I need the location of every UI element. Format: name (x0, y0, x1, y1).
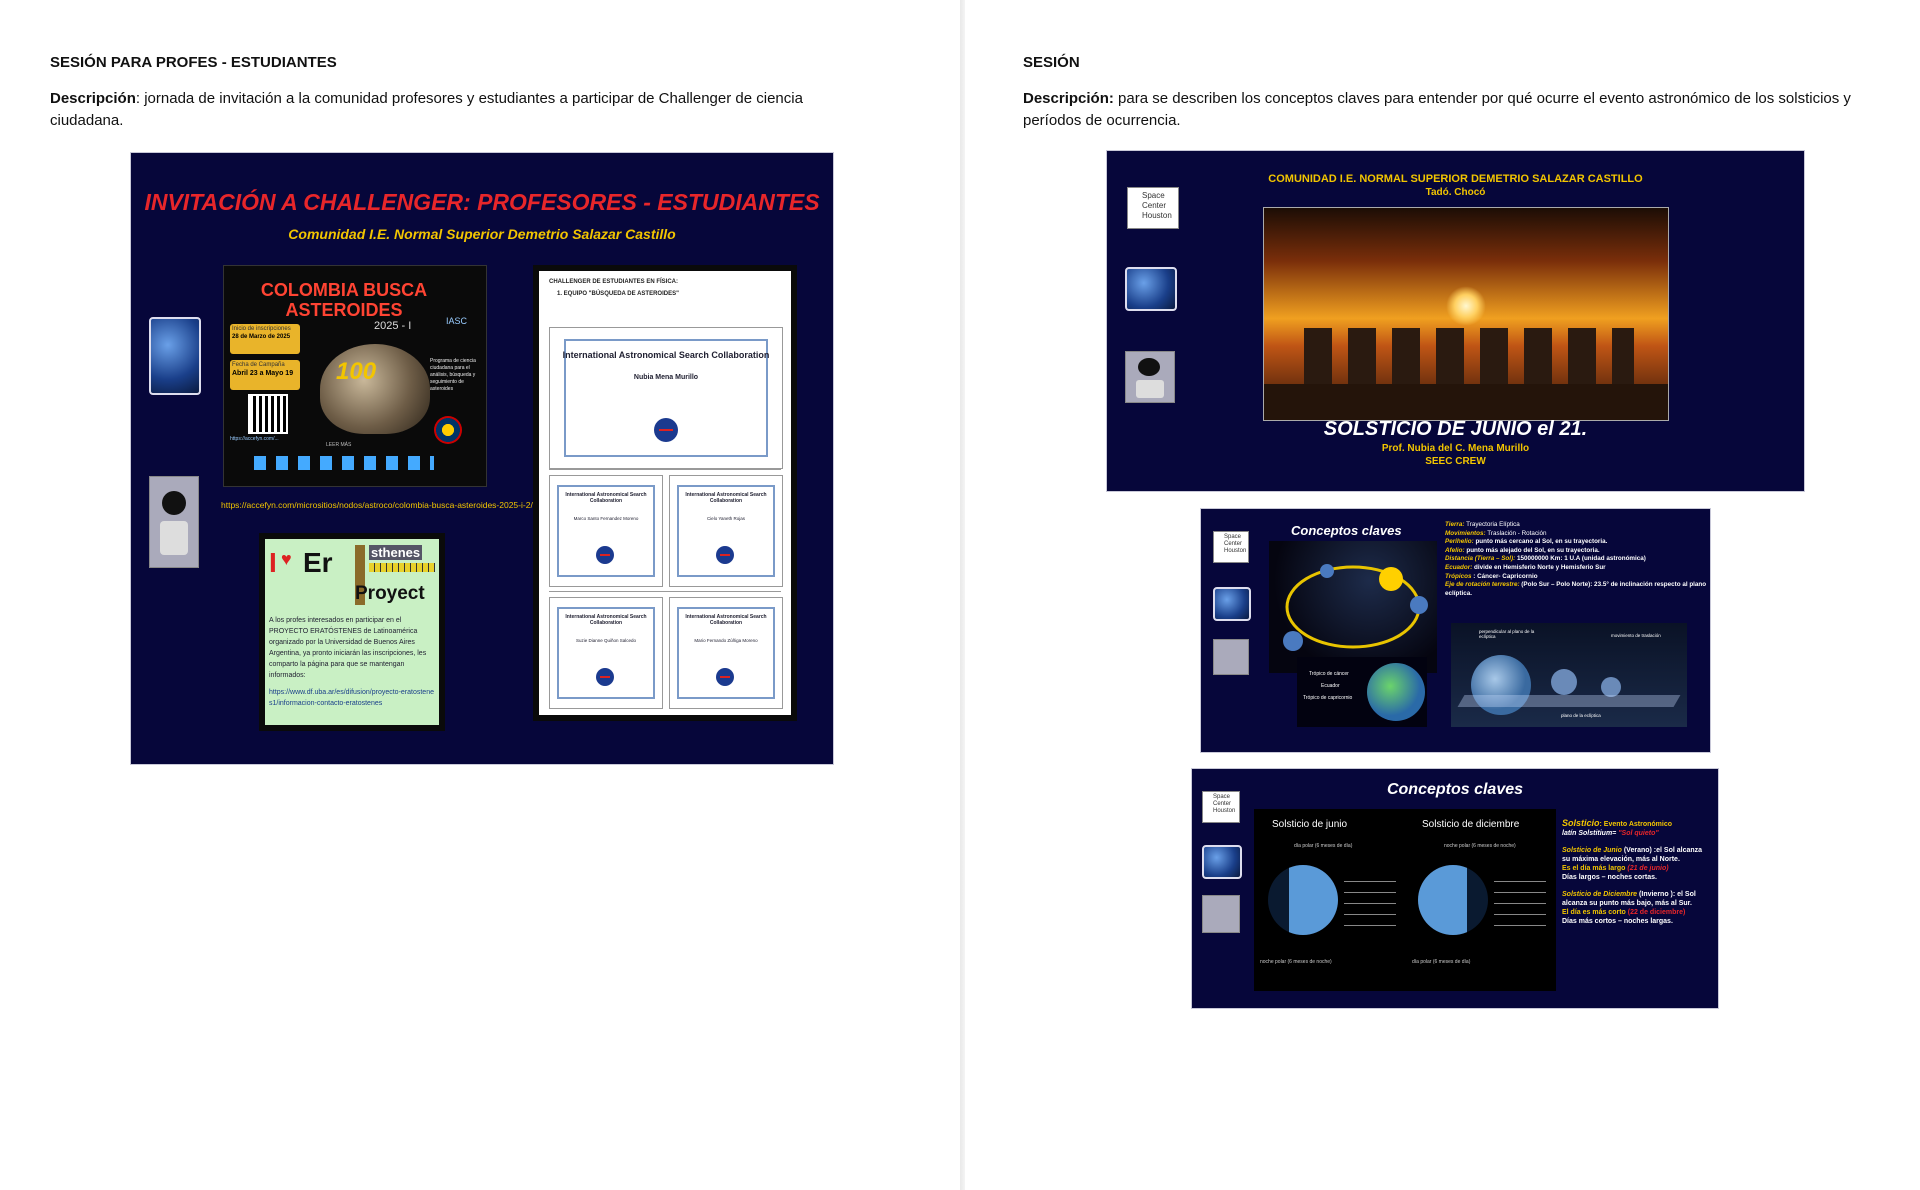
astronaut-logo (149, 476, 199, 568)
cert-4-name: Mario Fernando Zúñiga Moreno (694, 638, 758, 643)
slide-subtitle: Comunidad I.E. Normal Superior Demetrio Salazar Castillo (288, 226, 676, 242)
poster-footer: LEER MÁS (326, 442, 352, 448)
erat-er: Er (303, 547, 333, 578)
poster-note: Programa de ciencia ciudadana para el análisis, búsqueda y seguimiento de asteroides (430, 358, 476, 392)
solstice-def: Solsticio: Evento Astronómico (1562, 818, 1672, 828)
equator-label: Ecuador (1321, 683, 1340, 689)
left-desc-label: Descripción (50, 90, 136, 107)
concepts-title: Conceptos claves (1291, 523, 1402, 538)
december-short-note: El día es más corto (22 de diciembre) (1562, 909, 1686, 916)
solstice-diagram (1254, 809, 1556, 991)
june-top-label: día polar (6 meses de día) (1294, 843, 1353, 849)
axis-diagram (1451, 623, 1687, 727)
earth-icon (1410, 596, 1428, 614)
concept-line-2: Perihelio: punto más cercano al Sol, en su trayectoria. (1445, 538, 1608, 546)
orbit-diagram (1269, 541, 1437, 673)
astronaut-body-icon (1136, 380, 1164, 398)
right-heading: SESIÓN (1023, 54, 1080, 71)
poster-tag: IASC (446, 316, 468, 326)
concepts-slide-2 (1192, 769, 1718, 1008)
earth-icon (1551, 669, 1577, 695)
space-center-logo-text: Space Center Houston (1213, 794, 1236, 814)
concept-line-0: Tierra: Trayectoria Elíptica (1445, 521, 1520, 528)
challenger-url[interactable]: https://accefyn.com/micrositios/nodos/astroco/colombia-busca-asteroides-2025-i-2/ (221, 500, 533, 510)
ecliptic-plane (1458, 695, 1681, 707)
december-note: Solsticio de Diciembre (Invierno ): el Sol alcanza su punto más bajo, más al Sur. (1562, 891, 1696, 907)
author-name: Prof. Nubia del C. Mena Murillo (1381, 443, 1530, 454)
partner-logos (254, 456, 434, 470)
earth-globe-icon (1367, 663, 1425, 721)
left-desc-text: : jornada de invitación a la comunidad profesores y estudiantes a participar de Challenger de ciencia ciudadana. (50, 90, 803, 129)
doc-item: 1. EQUIPO "BÚSQUEDA DE ASTEROIDES" (557, 291, 679, 297)
june-latitude-lines (1344, 871, 1396, 935)
helmet-icon (162, 491, 186, 515)
sun-icon (1379, 567, 1403, 591)
nasa-logo-icon (596, 546, 614, 564)
earth-icon (1320, 564, 1334, 578)
tropic-capricorn-label: Trópico de capricornio (1303, 695, 1353, 701)
right-page (965, 0, 1920, 1190)
june-long-note: Es el día más largo (21 de junio) (1562, 865, 1669, 872)
june-note: Solsticio de Junio (Verano) :el Sol alcanza su máxima elevación, más al Norte. (1562, 847, 1703, 863)
december-earth-icon (1418, 865, 1488, 935)
poster-box-2 (230, 360, 300, 390)
globe-logo (1125, 267, 1177, 311)
globe-logo (1213, 587, 1251, 621)
left-heading: SESIÓN PARA PROFES - ESTUDIANTES (50, 54, 337, 71)
eratosthenes-card (259, 533, 445, 731)
december-top-label: noche polar (6 meses de noche) (1444, 843, 1516, 849)
poster-title-2: ASTEROIDES (285, 300, 403, 320)
crew-name: SEEC CREW (1425, 456, 1486, 467)
cert-3-title: International Astronomical Search Collaboration (565, 614, 647, 626)
december-bottom-label: día polar (6 meses de día) (1412, 959, 1471, 965)
right-desc-text: para se describen los conceptos claves para entender por qué ocurre el evento astronómico de los solsticios y períodos de ocurrencia. (1023, 90, 1851, 129)
solstice-notes (1562, 819, 1712, 926)
concepts-list (1445, 521, 1707, 598)
nasa-logo-icon (716, 546, 734, 564)
poster-title-1: COLOMBIA BUSCA (260, 280, 428, 300)
ruler-icon (369, 563, 435, 572)
certificate-4 (669, 597, 783, 709)
ecliptic-label: plano de la eclíptica (1561, 713, 1601, 718)
stones-silhouette (1304, 328, 1634, 390)
ground (1264, 384, 1668, 420)
cert-1-title: International Astronomical Search Collaboration (565, 492, 647, 504)
certificate-2 (669, 475, 783, 587)
poster-box-1-label: Inicio de inscripciones (232, 326, 291, 332)
astronaut-body-icon (160, 521, 188, 555)
doc-header: CHALLENGER DE ESTUDIANTES EN FÍSICA: (549, 279, 679, 285)
earth-icon (1283, 631, 1303, 651)
certificates-document (533, 265, 797, 721)
challenger-slide (131, 153, 833, 764)
globe-logo (1202, 845, 1242, 879)
astronaut-logo (1202, 895, 1240, 933)
erat-sthenes: sthenes (371, 545, 421, 560)
cert-main-name: Nubia Mena Murillo (633, 374, 699, 381)
space-center-logo-text: Space Center Houston (1224, 534, 1247, 554)
translation-label: movimiento de traslación (1611, 633, 1661, 638)
right-description (1023, 88, 1893, 132)
certificate-main (549, 327, 783, 469)
space-center-logo (1213, 531, 1249, 563)
cert-4-title: International Astronomical Search Collaboration (685, 614, 767, 626)
concept-line-5: Ecuador: divide en Hemisferio Norte y Hemisferio Sur (1445, 563, 1606, 571)
poster-year: 2025 - I (374, 320, 412, 332)
december-heading: Solsticio de diciembre (1422, 819, 1520, 830)
colombia-badge-icon (434, 416, 462, 444)
june-bottom-label: noche polar (6 meses de noche) (1260, 959, 1332, 965)
eratosthenes-panel (265, 539, 439, 725)
helmet-icon (1138, 358, 1160, 376)
cert-1-name: Marco Santo Fernandez Moreno (573, 516, 639, 521)
stonehenge-photo (1263, 207, 1669, 421)
cert-2-name: Cielo Yaneth Rojas (706, 516, 746, 521)
town-name: Tadó. Chocó (1425, 187, 1486, 198)
certificates-page (539, 271, 791, 715)
nasa-logo-icon (596, 668, 614, 686)
cert-3-name: Suzie Dianne Quiñon Salcedo (575, 638, 637, 643)
cert-2-title: International Astronomical Search Collaboration (685, 492, 767, 504)
poster-box-2-value: Abril 23 a Mayo 19 (232, 370, 294, 377)
erat-body: A los profes interesados en participar en el PROYECTO ERATÓSTENES de Latinoamérica organizado por la Universidad de Buenos Aires Argentina, ya pronto iniciarán las inscripciones, les comparto la página para que se mantengan informados: (269, 617, 427, 679)
december-latitude-lines (1494, 871, 1546, 935)
space-center-logo-text: Space Center Houston (1142, 191, 1172, 220)
erat-url[interactable]: https://www.df.uba.ar/es/difusion/proyecto-eratostenes1/informacion-contacto-eratostenes (269, 689, 434, 707)
certificate-1 (549, 475, 663, 587)
december-days-note: Días más cortos – noches largas. (1562, 918, 1673, 925)
erat-proyect: Proyect (355, 583, 425, 604)
poster-box-1 (230, 324, 300, 354)
concept-line-1: Movimientos: Traslación - Rotación (1445, 529, 1547, 537)
concept-line-7: Eje de rotación terrestre: (Polo Sur – Polo Norte): 23.5° de inclinación respecto al plano eclíptica. (1445, 581, 1707, 597)
nasa-logo-icon (654, 418, 678, 442)
globe-logo (149, 317, 201, 395)
astronaut-logo (1213, 639, 1249, 675)
sun-icon (1446, 286, 1486, 326)
school-name: COMUNIDAD I.E. NORMAL SUPERIOR DEMETRIO SALAZAR CASTILLO (1268, 173, 1643, 185)
certificate-3 (549, 597, 663, 709)
slide-title: INVITACIÓN A CHALLENGER: PROFESORES - ESTUDIANTES (144, 189, 820, 215)
june-earth-icon (1268, 865, 1338, 935)
solstice-title-slide (1107, 151, 1804, 491)
astronaut-logo (1125, 351, 1175, 403)
poster-url-small: https://accefyn.com/... (230, 436, 279, 442)
poster-number: 100 (336, 358, 377, 385)
heart-icon: ♥ (281, 549, 292, 569)
earth-icon (1601, 677, 1621, 697)
concepts-slide-1 (1201, 509, 1710, 752)
concept-line-4: Distancia (Tierra – Sol): 150000000 Km: 1 U.A (unidad astronómica) (1445, 555, 1646, 563)
qr-code-icon (248, 394, 288, 434)
solstice-title: SOLSTICIO DE JUNIO el 21. (1323, 418, 1588, 440)
tropic-cancer-label: Trópico de cáncer (1309, 671, 1349, 677)
concept-line-3: Afelio: punto más alejado del Sol, en su trayectoria. (1445, 546, 1600, 554)
poster-box-2-label: Fecha de Campaña (232, 362, 285, 368)
june-heading: Solsticio de junio (1272, 819, 1348, 830)
nasa-logo-icon (716, 668, 734, 686)
solstice-latin: latín Solstitium= "Sol quieto" (1562, 830, 1659, 837)
cert-main-title: International Astronomical Search Collaboration (562, 350, 770, 360)
perpendicular-label: perpendicular al plano de la eclíptica (1479, 629, 1535, 639)
june-days-note: Días largos – noches cortas. (1562, 874, 1657, 881)
asteroid-poster (223, 265, 487, 487)
erat-love: I (269, 547, 277, 578)
poster-box-1-value: 28 de Marzo de 2025 (232, 334, 291, 340)
concept-line-6: Trópicos : Cáncer- Capricornio (1445, 572, 1538, 580)
tropics-diagram (1297, 657, 1427, 727)
right-desc-label: Descripción: (1023, 90, 1114, 107)
left-description (50, 88, 870, 132)
orbit-svg (1269, 541, 1437, 673)
concepts-title-2: Conceptos claves (1386, 781, 1524, 798)
